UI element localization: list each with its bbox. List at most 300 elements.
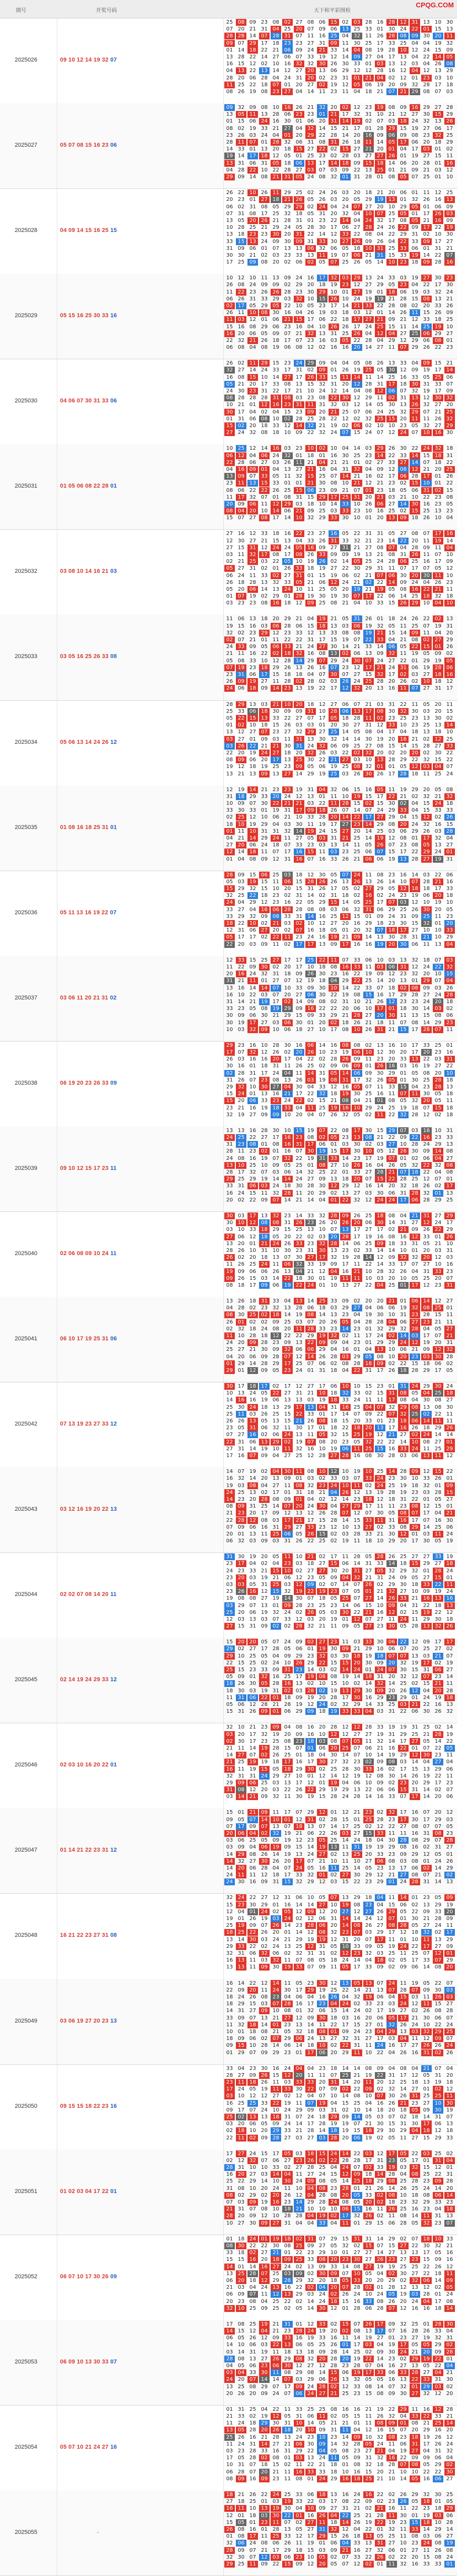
grid-cell: 12: [329, 1084, 339, 1090]
grid-cell: 17: [259, 40, 270, 47]
grid-cell: 23: [340, 1439, 351, 1446]
grid-cell: 05: [224, 565, 235, 572]
grid-cell: 09: [247, 1823, 258, 1830]
grid-cell: 29: [386, 807, 397, 814]
grid-cell: 24: [259, 842, 270, 848]
grid-cell: 31: [294, 892, 304, 899]
grid-cell: 23: [433, 1049, 443, 1056]
grid-cell: 25: [386, 508, 397, 514]
grid-cell: 07: [294, 1745, 304, 1752]
grid-cell: 22: [398, 1745, 409, 1752]
grid-cell: 06: [352, 650, 362, 657]
grid-cell: 16: [363, 1183, 374, 1189]
grid-cell: 07: [433, 88, 443, 95]
grid-cell: 08: [340, 1026, 351, 1033]
grid-cell: 28: [433, 1489, 443, 1496]
grid-cell: 14: [444, 1431, 455, 1438]
grid-cell: 01: [236, 1367, 246, 1374]
grid-cell: 17: [398, 139, 409, 146]
grid-cell: 05: [305, 302, 316, 309]
grid-cell: 12: [421, 1219, 432, 1226]
grid-cell: 13: [247, 1489, 258, 1496]
grid-cell: 24: [410, 579, 420, 586]
grid-cell: 03: [294, 1319, 304, 1326]
grid-cell: 10: [375, 957, 385, 964]
grid-cell: 24: [375, 658, 385, 664]
blue-ball: 11: [110, 1250, 116, 1257]
grid-cell: 17: [294, 1673, 304, 1680]
grid-cell: 27: [329, 920, 339, 927]
grid-cell: 11: [282, 835, 293, 842]
grid-cell: 14: [271, 1851, 281, 1858]
grid-cell: 26: [375, 238, 385, 245]
grid-cell: 10: [271, 1816, 281, 1823]
grid-cell: 11: [444, 701, 455, 708]
grid-cell: 07: [340, 1510, 351, 1517]
grid-cell: 28: [236, 459, 246, 466]
draw-numbers: [60, 1591, 116, 1598]
grid-cell: 02: [271, 1383, 281, 1390]
grid-cell: 02: [282, 19, 293, 26]
grid-cell: 05: [352, 729, 362, 735]
grid-cell: 17: [236, 1169, 246, 1176]
grid-cell: 19: [282, 1837, 293, 1844]
grid-cell: 23: [410, 1489, 420, 1496]
grid-cell: 11: [352, 1538, 362, 1544]
grid-cell: 11: [259, 848, 270, 855]
grid-cell: 05: [294, 224, 304, 231]
grid-cell: 10: [386, 422, 397, 429]
grid-cell: 32: [259, 971, 270, 977]
grid-cell: 19: [340, 1538, 351, 1544]
grid-cell: 10: [340, 793, 351, 800]
grid-cell: 17: [340, 1148, 351, 1155]
grid-cell: 06: [352, 1602, 362, 1609]
grid-cell: 22: [398, 238, 409, 245]
grid-cell: 31: [259, 26, 270, 33]
red-ball: 09: [68, 227, 77, 234]
grid-cell: 32: [329, 401, 339, 408]
grid-cell: 05: [444, 1745, 455, 1752]
grid-cell: 03: [329, 167, 339, 174]
grid-cell: 28: [236, 167, 246, 174]
grid-cell: 17: [363, 1332, 374, 1339]
grid-cell: 25: [410, 1731, 420, 1738]
red-ball: 19: [85, 1336, 94, 1342]
grid-cell: 08: [340, 630, 351, 637]
grid-cell: 31: [271, 1524, 281, 1531]
grid-cell: 29: [375, 1694, 385, 1701]
grid-cell: 13: [259, 1213, 270, 1219]
grid-cell: 20: [294, 82, 304, 88]
grid-cell: 19: [247, 1759, 258, 1765]
grid-cell: 33: [386, 1084, 397, 1090]
grid-cell: 10: [317, 708, 327, 715]
grid-cell: 06: [247, 1353, 258, 1360]
grid-cell: 03: [433, 1056, 443, 1063]
grid-cell: 22: [329, 1169, 339, 1176]
grid-cell: 24: [317, 388, 327, 395]
grid-cell: 29: [444, 67, 455, 74]
grid-cell: 05: [305, 210, 316, 217]
grid-cell: 21: [294, 1517, 304, 1524]
grid-cell: 05: [271, 1367, 281, 1374]
blue-ball: 12: [110, 1676, 117, 1683]
grid-cell: 09: [340, 1645, 351, 1652]
grid-cell: 28: [282, 658, 293, 664]
grid-cell: 07: [398, 565, 409, 572]
grid-cell: 10: [444, 1070, 455, 1077]
grid-cell: 06: [271, 906, 281, 913]
grid-cell: 21: [317, 47, 327, 54]
grid-cell: 03: [271, 1786, 281, 1793]
grid-cell: 16: [398, 1234, 409, 1240]
grid-cell: 01: [386, 763, 397, 770]
grid-cell: 27: [247, 1645, 258, 1652]
grid-cell: 17: [433, 885, 443, 892]
grid-cell: 21: [259, 743, 270, 750]
grid-cell: 12: [224, 786, 235, 793]
grid-cell: 18: [224, 1680, 235, 1687]
grid-cell: 24: [247, 971, 258, 977]
grid-cell: 23: [398, 259, 409, 266]
grid-cell: 14: [305, 892, 316, 899]
grid-cell: 30: [317, 736, 327, 743]
grid-cell: 30: [352, 565, 362, 572]
grid-cell: 07: [398, 1169, 409, 1176]
grid-cell: 12: [247, 1367, 258, 1374]
grid-cell: 33: [282, 1105, 293, 1112]
grid-cell: 29: [410, 1524, 420, 1531]
grid-cell: 10: [282, 1127, 293, 1134]
grid-cell: 06: [236, 1701, 246, 1708]
red-ball: 33: [102, 1080, 111, 1086]
grid-cell: 04: [247, 1844, 258, 1851]
grid-cell: 15: [375, 800, 385, 807]
grid-cell: 02: [236, 1645, 246, 1652]
grid-cell: 06: [363, 1219, 374, 1226]
grid-cell: 22: [433, 252, 443, 259]
grid-cell: 22: [282, 1786, 293, 1793]
grid-cell: 11: [271, 189, 281, 196]
grid-cell: 02: [317, 1766, 327, 1773]
grid-cell: 15: [224, 422, 235, 429]
grid-cell: 23: [386, 1475, 397, 1482]
grid-cell: 31: [236, 160, 246, 167]
grid-cell: 32: [294, 296, 304, 302]
grid-cell: 13: [352, 1786, 362, 1793]
grid-cell: 18: [236, 1282, 246, 1289]
grid-cell: 19: [398, 786, 409, 793]
grid-cell: 05: [410, 204, 420, 210]
grid-cell: 30: [421, 33, 432, 39]
grid-cell: 24: [375, 1666, 385, 1673]
grid-cell: 18: [317, 281, 327, 288]
grid-cell: 31: [340, 75, 351, 82]
grid-cell: 02: [444, 146, 455, 153]
red-ball: 20: [85, 995, 93, 1001]
grid-cell: 15: [410, 743, 420, 750]
grid-cell: 25: [294, 1226, 304, 1233]
grid-cell: 03: [444, 1816, 455, 1823]
grid-cell: 09: [247, 19, 258, 26]
grid-cell: 28: [375, 1553, 385, 1560]
grid-cell: 19: [352, 1773, 362, 1780]
grid-cell: 28: [247, 1332, 258, 1339]
grid-cell: 19: [236, 1019, 246, 1026]
grid-cell: 21: [247, 26, 258, 33]
grid-cell: 07: [398, 344, 409, 351]
grid-cell: 21: [294, 388, 304, 395]
grid-cell: 20: [329, 814, 339, 821]
grid-cell: 29: [282, 204, 293, 210]
grid-cell: 12: [224, 1616, 235, 1623]
grid-cell: 13: [329, 1247, 339, 1254]
grid-cell: 25: [317, 586, 327, 593]
grid-cell: 28: [363, 224, 374, 231]
grid-cell: 03: [433, 1247, 443, 1254]
grid-cell: 32: [375, 671, 385, 678]
grid-cell: 27: [305, 146, 316, 153]
grid-cell: 14: [329, 501, 339, 508]
grid-cell: 27: [386, 1141, 397, 1148]
grid-cell: 23: [259, 1305, 270, 1311]
grid-cell: 20: [433, 1793, 443, 1800]
grid-cell: 29: [259, 630, 270, 637]
grid-cell: 06: [444, 374, 455, 381]
grid-cell: 31: [224, 1786, 235, 1793]
grid-cell: 11: [282, 1553, 293, 1560]
grid-cell: 12: [410, 1639, 420, 1645]
grid-cell: 13: [294, 381, 304, 388]
red-ball: 23: [85, 1421, 94, 1427]
grid-cell: 04: [375, 75, 385, 82]
grid-cell: 02: [271, 1623, 281, 1630]
grid-cell: 01: [329, 367, 339, 373]
grid-cell: 17: [421, 1816, 432, 1823]
grid-cell: 09: [410, 367, 420, 373]
grid-cell: 19: [352, 551, 362, 558]
grid-cell: 26: [340, 324, 351, 330]
grid-cell: 23: [398, 892, 409, 899]
grid-cell: 09: [259, 941, 270, 948]
grid-cell: 05: [375, 367, 385, 373]
grid-cell: 11: [375, 1084, 385, 1090]
grid-cell: 01: [421, 204, 432, 210]
grid-cell: 05: [410, 422, 420, 429]
grid-cell: 27: [224, 429, 235, 436]
grid-cell: 08: [386, 821, 397, 828]
grid-cell: 11: [340, 1553, 351, 1560]
grid-cell: 17: [329, 1553, 339, 1560]
grid-cell: 21: [352, 1645, 362, 1652]
grid-cell: 26: [375, 33, 385, 39]
red-ball: 15: [85, 1165, 94, 1171]
grid-cell: 02: [363, 1390, 374, 1397]
grid-cell: 04: [317, 1404, 327, 1411]
issue-number: 2025047: [15, 1847, 37, 1853]
grid-cell: 33: [317, 1012, 327, 1019]
table-row: [0, 1126, 457, 1212]
grid-cell: 14: [398, 1332, 409, 1339]
grid-cell: 15: [363, 1830, 374, 1837]
grid-cell: 11: [236, 650, 246, 657]
grid-cell: 28: [271, 1042, 281, 1049]
grid-cell: 15: [224, 885, 235, 892]
grid-cell: 15: [375, 1446, 385, 1452]
grid-cell: 19: [236, 664, 246, 671]
grid-cell: 13: [271, 771, 281, 777]
grid-cell: 16: [340, 1404, 351, 1411]
grid-cell: 24: [282, 75, 293, 82]
grid-cell: 21: [247, 637, 258, 643]
grid-cell: 01: [317, 1780, 327, 1786]
grid-cell: 27: [282, 374, 293, 381]
grid-cell: 29: [386, 814, 397, 821]
grid-cell: 03: [236, 316, 246, 323]
grid-cell: 12: [224, 848, 235, 855]
grid-cell: 09: [410, 224, 420, 231]
grid-cell: 29: [271, 296, 281, 302]
grid-cell: 30: [421, 1708, 432, 1715]
grid-cell: 14: [375, 1595, 385, 1602]
grid-cell: 27: [421, 671, 432, 678]
grid-cell: 28: [329, 1510, 339, 1517]
grid-cell: 09: [247, 104, 258, 111]
grid-cell: 19: [305, 1127, 316, 1134]
grid-cell: 16: [236, 1452, 246, 1459]
grid-cell: 28: [444, 1837, 455, 1844]
grid-cell: 24: [398, 1616, 409, 1623]
grid-cell: 29: [352, 1701, 362, 1708]
grid-cell: 14: [386, 878, 397, 885]
red-ball: 14: [68, 1676, 77, 1683]
grid-cell: 12: [317, 701, 327, 708]
grid-cell: 16: [282, 1680, 293, 1687]
grid-cell: 16: [259, 1056, 270, 1063]
grid-cell: 02: [410, 1431, 420, 1438]
grid-cell: 32: [294, 473, 304, 480]
grid-cell: 14: [294, 771, 304, 777]
grid-cell: 15: [398, 1084, 409, 1090]
grid-cell: 08: [329, 1077, 339, 1084]
grid-cell: 31: [271, 395, 281, 401]
grid-cell: 10: [247, 920, 258, 927]
grid-cell: 03: [247, 1574, 258, 1581]
grid-cell: 03: [259, 701, 270, 708]
grid-cell: 03: [282, 296, 293, 302]
grid-cell: 07: [247, 1452, 258, 1459]
grid-cell: 25: [224, 19, 235, 26]
grid-cell: 14: [375, 643, 385, 650]
grid-cell: 19: [363, 1844, 374, 1851]
grid-cell: 18: [410, 729, 420, 735]
grid-cell: 15: [317, 1097, 327, 1104]
grid-cell: 20: [398, 1049, 409, 1056]
grid-cell: 03: [271, 1517, 281, 1524]
grid-cell: 21: [294, 330, 304, 337]
grid-cell: 29: [444, 1446, 455, 1452]
grid-cell: 09: [294, 763, 304, 770]
grid-cell: 08: [363, 1134, 374, 1141]
grid-cell: 31: [375, 381, 385, 388]
grid-cell: 17: [329, 821, 339, 828]
grid-cell: 28: [271, 139, 281, 146]
grid-cell: 16: [294, 1759, 304, 1765]
grid-cell: 12: [305, 872, 316, 878]
grid-cell: 04: [363, 330, 374, 337]
grid-cell: 32: [352, 1197, 362, 1204]
grid-cell: 07: [340, 872, 351, 878]
grid-cell: 18: [271, 1759, 281, 1765]
grid-cell: 16: [340, 344, 351, 351]
grid-cell: 23: [386, 1816, 397, 1823]
grid-cell: 28: [224, 33, 235, 39]
grid-cell: 20: [236, 330, 246, 337]
grid-cell: 09: [340, 551, 351, 558]
grid-cell: 07: [352, 593, 362, 600]
grid-cell: 08: [271, 19, 281, 26]
grid-cell: 31: [444, 1339, 455, 1346]
red-ball: 03: [60, 995, 68, 1001]
grid-cell: 08: [271, 1077, 281, 1084]
grid-cell: 23: [247, 388, 258, 395]
grid-cell: 27: [352, 289, 362, 296]
grid-cell: 06: [329, 245, 339, 252]
grid-cell: 27: [294, 19, 304, 26]
grid-cell: 31: [247, 565, 258, 572]
grid-cell: 07: [259, 33, 270, 39]
grid-cell: 05: [398, 1097, 409, 1104]
grid-cell: 14: [421, 252, 432, 259]
grid-cell: 22: [421, 1602, 432, 1609]
draw-numbers: [60, 57, 117, 63]
grid-cell: 25: [236, 1176, 246, 1183]
grid-cell: 07: [236, 1049, 246, 1056]
grid-cell: 09: [236, 1844, 246, 1851]
grid-cell: 26: [329, 296, 339, 302]
grid-cell: 17: [282, 1759, 293, 1765]
grid-cell: 24: [433, 800, 443, 807]
grid-cell: 02: [410, 1155, 420, 1162]
grid-cell: 12: [398, 1531, 409, 1538]
grid-cell: 11: [386, 1616, 397, 1623]
grid-cell: 28: [224, 1247, 235, 1254]
grid-cell: 18: [444, 1560, 455, 1567]
grid-cell: 27: [444, 1397, 455, 1403]
grid-cell: 19: [329, 572, 339, 579]
grid-cell: 03: [421, 146, 432, 153]
draw-numbers: [60, 1847, 117, 1853]
grid-cell: 30: [329, 671, 339, 678]
grid-cell: 04: [410, 1084, 420, 1090]
grid-cell: 28: [375, 1268, 385, 1275]
grid-cell: 18: [317, 807, 327, 814]
grid-cell: 21: [410, 1213, 420, 1219]
grid-cell: 17: [282, 1383, 293, 1390]
grid-cell: 04: [294, 88, 304, 95]
grid-cell: 18: [259, 892, 270, 899]
grid-cell: 16: [305, 275, 316, 281]
grid-cell: 11: [398, 1012, 409, 1019]
grid-cell: 23: [433, 1752, 443, 1759]
grid-cell: 01: [433, 1482, 443, 1489]
grid-cell: 30: [329, 1645, 339, 1652]
number-grid: [223, 871, 457, 956]
grid-cell: 09: [259, 771, 270, 777]
grid-cell: 30: [433, 750, 443, 756]
grid-cell: 32: [224, 630, 235, 637]
